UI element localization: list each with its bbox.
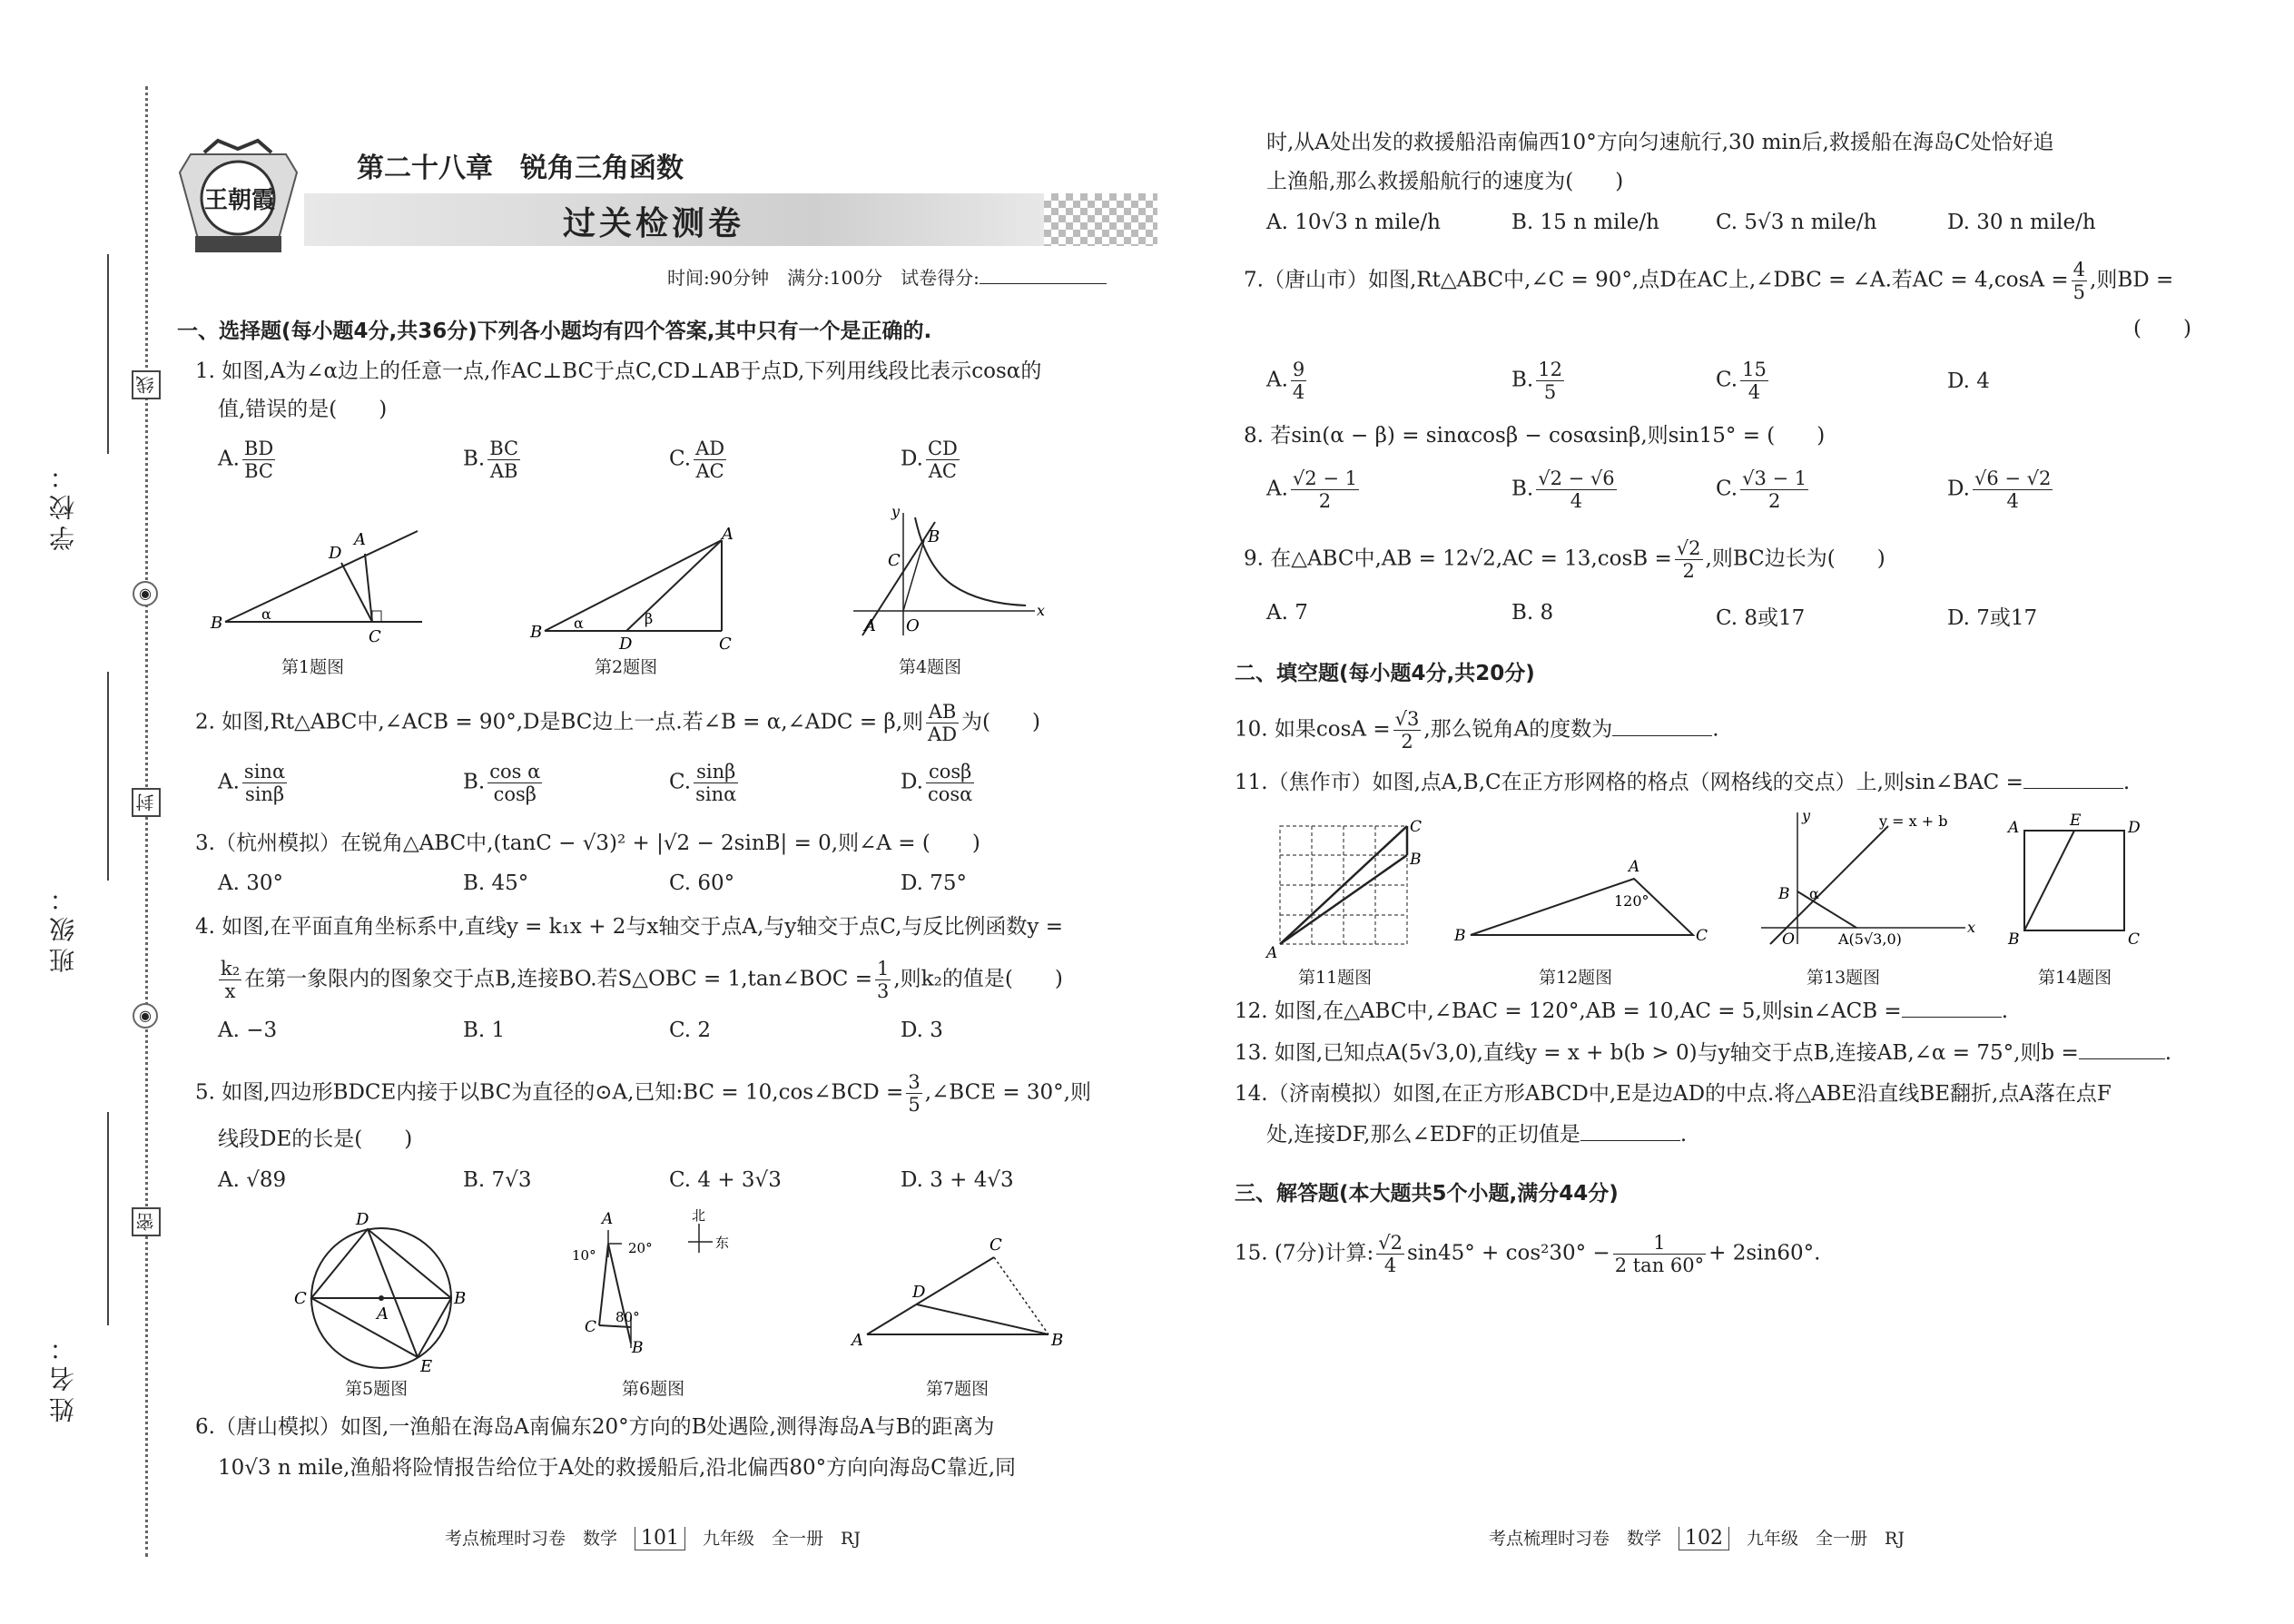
svg-text:D: D	[356, 1210, 369, 1229]
svg-text:B: B	[1410, 851, 1422, 869]
svg-text:C: C	[1410, 818, 1423, 836]
q7-stem: 7.（唐山市）如图,Rt△ABC中,∠C = 90°,点D在AC上,∠DBC = ∠A.若AC = 4,cosA = $\frac{4}{5}$ ,则BD =	[1244, 259, 2174, 303]
q6-option-c[interactable]: C. 5√3 n mile/h	[1716, 211, 1877, 234]
binding-char-xian: 线	[132, 370, 161, 399]
q8-stem: 8. 若sin(α − β) = sinαcosβ − cosαsinβ,则sin15° = ( )	[1244, 424, 1826, 448]
svg-text:B: B	[530, 623, 543, 642]
svg-text:O: O	[906, 616, 920, 635]
svg-text:D: D	[329, 544, 342, 563]
q5-line1: 5. 如图,四边形BDCE内接于以BC为直径的⊙A,已知:BC = 10,cos∠BCD = $\frac{3}{5}$ ,∠BCE = 30°,则	[195, 1071, 1091, 1116]
q14-line1: 14.（济南模拟）如图,在正方形ABCD中,E是边AD的中点.将△ABE沿直线BE翻折,点A落在点F	[1235, 1082, 2112, 1106]
svg-text:C: C	[585, 1318, 597, 1336]
q6-line3: 时,从A处出发的救援船沿南偏西10°方向匀速航行,30 min后,救援船在海岛C处恰好追	[1266, 131, 2054, 154]
svg-text:α: α	[1809, 885, 1819, 902]
q5-option-d[interactable]: D. 3 + 4√3	[901, 1168, 1014, 1192]
svg-text:A: A	[722, 525, 733, 544]
class-label: 班级：	[48, 881, 78, 973]
q2-option-d[interactable]: D. $\frac{\cos\beta}{\cos\alpha}$	[901, 761, 973, 805]
q6-option-b[interactable]: B. 15 n mile/h	[1511, 211, 1659, 234]
q3-stem: 3.（杭州模拟）在锐角△ABC中,(tanC − √3)² + |√2 − 2sinB| = 0,则∠A = ( )	[195, 832, 980, 855]
q12-stem: 12. 如图,在△ABC中,∠BAC = 120°,AB = 10,AC = 5,则sin∠ACB = .	[1235, 999, 2008, 1023]
svg-text:D: D	[619, 635, 633, 654]
svg-text:A(5√3,0): A(5√3,0)	[1838, 930, 1902, 948]
svg-text:β: β	[645, 610, 654, 627]
page-number-102: 102	[1679, 1527, 1729, 1550]
name-label: 姓名：	[48, 1330, 78, 1422]
q9-stem: 9. 在△ABC中,AB = 12√2,AC = 13,cosB = $\frac{√2}{2}$ ,则BC边长为( )	[1244, 537, 1885, 582]
figure-7	[844, 1230, 1080, 1357]
q9-option-a[interactable]: A. 7	[1266, 601, 1308, 625]
svg-text:y: y	[1802, 807, 1811, 824]
binding-circle-icon: ◉	[133, 1003, 158, 1029]
svg-text:120°: 120°	[1614, 892, 1649, 910]
figure-5	[290, 1212, 472, 1375]
q6-line1: 6.（唐山模拟）如图,一渔船在海岛A南偏东20°方向的B处遇险,测得海岛A与B的距离为	[195, 1415, 995, 1439]
figure-14-caption: 第14题图	[2038, 968, 2112, 988]
q4-option-d[interactable]: D. 3	[901, 1019, 943, 1042]
q4-option-b[interactable]: B. 1	[463, 1019, 506, 1042]
q2-option-a[interactable]: A. $\frac{\sin\alpha}{\sin\beta}$	[218, 761, 286, 805]
figure-4-caption: 第4题图	[899, 657, 962, 677]
q1-line1: 1. 如图,A为∠α边上的任意一点,作AC⊥BC于点C,CD⊥AB于点D,下列用线段比表示cosα的	[195, 359, 1042, 383]
binding-char-feng: 封	[132, 788, 161, 817]
q1-option-c[interactable]: C. $\frac{AD}{AC}$	[669, 438, 725, 482]
figure-1-caption: 第1题图	[281, 657, 345, 677]
q3-option-d[interactable]: D. 75°	[901, 871, 968, 895]
footer-left: 考点梳理时习卷 数学 101 九年级 全一册 RJ	[445, 1527, 861, 1550]
q7-option-d[interactable]: D. 4	[1947, 369, 1990, 393]
q13-blank[interactable]	[2079, 1058, 2165, 1059]
section-2-heading: 二、填空题(每小题4分,共20分)	[1235, 662, 1535, 685]
q14-blank[interactable]	[1580, 1140, 1680, 1141]
svg-text:C: C	[294, 1289, 307, 1308]
q8-option-a[interactable]: A. $\frac{√2 - 1}{2}$	[1266, 468, 1357, 512]
figure-11	[1266, 817, 1421, 962]
svg-text:y = x + b: y = x + b	[1879, 812, 1948, 830]
section-3-heading: 三、解答题(本大题共5个小题,满分44分)	[1235, 1182, 1619, 1206]
score-blank[interactable]	[980, 283, 1107, 284]
svg-text:B: B	[211, 614, 223, 633]
svg-text:东: 东	[715, 1235, 730, 1251]
exam-meta	[667, 263, 1107, 290]
svg-text:20°: 20°	[628, 1240, 653, 1256]
svg-text:北: 北	[692, 1207, 706, 1224]
svg-text:E: E	[420, 1357, 433, 1376]
svg-text:B: B	[454, 1289, 467, 1308]
binding-strip	[0, 0, 159, 1624]
svg-text:B: B	[1778, 885, 1790, 903]
figure-6	[572, 1207, 735, 1362]
svg-text:x: x	[1037, 602, 1046, 619]
q13-stem: 13. 如图,已知点A(5√3,0),直线y = x + b(b > 0)与y轴交于点B,连接AB,∠α = 75°,则b = .	[1235, 1041, 2172, 1065]
svg-text:A: A	[852, 1331, 863, 1350]
footer-right: 考点梳理时习卷 数学 102 九年级 全一册 RJ	[1489, 1527, 1905, 1550]
q12-blank[interactable]	[1902, 1017, 2002, 1018]
q4-option-a[interactable]: A. −3	[218, 1019, 278, 1042]
binding-dotted-line	[145, 86, 148, 1557]
q11-blank[interactable]	[2023, 788, 2123, 789]
svg-text:A: A	[2008, 819, 2020, 837]
exam-subtitle: 过关检测卷	[563, 205, 745, 242]
binding-char-mi: 密	[132, 1207, 161, 1236]
q10-stem: 10. 如果cosA = $\frac{√3}{2}$ ,那么锐角A的度数为 .	[1235, 708, 1719, 753]
svg-text:D: D	[912, 1283, 926, 1302]
q3-option-c[interactable]: C. 60°	[669, 871, 735, 895]
q14-line2: 处,连接DF,那么∠EDF的正切值是 .	[1266, 1123, 1688, 1147]
svg-text:C: C	[1696, 927, 1708, 945]
q4-option-c[interactable]: C. 2	[669, 1019, 712, 1042]
header-logo	[177, 136, 300, 259]
q9-option-c[interactable]: C. 8或17	[1716, 606, 1806, 630]
q4-line2: $\frac{\text{k₂}}{x}$ 在第一象限内的图象交于点B,连接BO.若S△OBC = 1,tan∠BOC = $\frac{1}{3}$ ,则k₂的值是( )	[221, 958, 1063, 1002]
figure-13	[1748, 808, 1974, 953]
svg-text:A: A	[864, 616, 876, 635]
q2-option-b[interactable]: B. $\frac{\text{cos α}}{\cos\beta}$	[463, 761, 541, 805]
q1-option-b[interactable]: B. $\frac{BC}{AB}$	[463, 438, 519, 482]
q6-option-d[interactable]: D. 30 n mile/h	[1947, 211, 2096, 234]
q6-line4: 上渔船,那么救援船航行的速度为( )	[1266, 170, 1624, 193]
section-1-heading: 一、选择题(每小题4分,共36分)下列各小题均有四个答案,其中只有一个是正确的.	[177, 320, 932, 343]
q15-stem: 15. (7分)计算: $\frac{√2}{4}$ sin45° + cos²30° − $\frac{1}{2 \tan 60^\circ}$ + 2sin60°.	[1235, 1232, 1821, 1276]
figure-2	[527, 525, 744, 654]
figure-2-caption: 第2题图	[595, 657, 658, 677]
svg-text:A: A	[602, 1210, 614, 1228]
q4-line1: 4. 如图,在平面直角坐标系中,直线y = k₁x + 2与x轴交于点A,与y轴交于点C,与反比例函数y =	[195, 915, 1063, 939]
figure-5-caption: 第5题图	[345, 1379, 409, 1399]
svg-text:E: E	[2070, 812, 2082, 830]
binding-circle-icon: ◉	[133, 581, 158, 606]
figure-4	[835, 504, 1053, 649]
q8-option-b[interactable]: B. $\frac{√2 - √6}{4}$	[1511, 468, 1615, 512]
svg-text:C: C	[888, 551, 901, 570]
figure-13-caption: 第13题图	[1807, 968, 1881, 988]
figure-7-caption: 第7题图	[926, 1379, 989, 1399]
q5-option-c[interactable]: C. 4 + 3√3	[669, 1168, 782, 1192]
name-line	[107, 1112, 109, 1325]
q1-option-d[interactable]: D. $\frac{CD}{AC}$	[901, 438, 958, 482]
q10-blank[interactable]	[1612, 735, 1712, 736]
q6-line2: 10√3 n mile,渔船将险情报告给位于A处的救援船后,沿北偏西80°方向向海岛C靠近,同	[218, 1456, 1017, 1480]
svg-text:B: B	[2008, 930, 2020, 949]
svg-text:x: x	[1967, 919, 1976, 936]
school-label: 学校：	[48, 458, 78, 551]
q7-option-c[interactable]: C. $\frac{15}{4}$	[1716, 359, 1767, 403]
svg-text:B: B	[1454, 927, 1466, 945]
svg-text:O: O	[1782, 930, 1795, 949]
figure-12	[1452, 853, 1716, 953]
q2-stem: 2. 如图,Rt△ABC中,∠ACB = 90°,D是BC边上一点.若∠B = α,∠ADC = β,则 $\frac{AB}{AD}$ 为( )	[195, 701, 1040, 745]
svg-text:B: B	[632, 1339, 644, 1357]
chapter-title: 第二十八章 锐角三角函数	[357, 153, 684, 184]
figure-1	[209, 517, 427, 645]
svg-text:A: A	[377, 1304, 389, 1324]
svg-text:80°: 80°	[615, 1309, 640, 1325]
q3-option-b[interactable]: B. 45°	[463, 871, 529, 895]
q7-answer-paren[interactable]: ( )	[2133, 317, 2191, 340]
q2-option-c[interactable]: C. $\frac{\sin\beta}{\sin\alpha}$	[669, 761, 737, 805]
q1-option-a[interactable]: A. $\frac{BD}{BC}$	[218, 438, 274, 482]
figure-12-caption: 第12题图	[1539, 968, 1613, 988]
q9-option-b[interactable]: B. 8	[1511, 601, 1554, 625]
svg-text:A: A	[354, 530, 366, 549]
svg-text:C: C	[2128, 930, 2141, 949]
svg-text:C: C	[719, 635, 732, 654]
svg-text:B: B	[928, 527, 940, 546]
svg-text:D: D	[2128, 819, 2141, 837]
checker-pattern	[1044, 193, 1157, 246]
page-number-101: 101	[635, 1527, 685, 1550]
svg-text:A: A	[1629, 858, 1640, 876]
q1-line2: 值,错误的是( )	[218, 398, 388, 421]
class-line	[107, 672, 109, 881]
svg-text:C: C	[369, 627, 381, 646]
figure-14	[2006, 812, 2142, 949]
q7-option-b[interactable]: B. $\frac{12}{5}$	[1511, 359, 1562, 403]
q5-option-b[interactable]: B. 7√3	[463, 1168, 532, 1192]
q3-option-a[interactable]: A. 30°	[218, 871, 283, 895]
svg-text:y: y	[891, 503, 901, 520]
svg-text:C: C	[989, 1235, 1002, 1255]
q5-option-a[interactable]: A. √89	[218, 1168, 287, 1192]
svg-text:α: α	[261, 605, 271, 623]
svg-text:α: α	[574, 615, 584, 632]
svg-text:A: A	[1266, 944, 1278, 962]
svg-text:10°: 10°	[572, 1247, 596, 1264]
q5-line2: 线段DE的长是( )	[218, 1127, 413, 1151]
q9-option-d[interactable]: D. 7或17	[1947, 606, 2038, 630]
meta-text: 时间:90分钟 满分:100分 试卷得分:	[667, 267, 980, 289]
figure-11-caption: 第11题图	[1298, 968, 1373, 988]
q8-option-d[interactable]: D. $\frac{√6 - √2}{4}$	[1947, 468, 2052, 512]
q6-option-a[interactable]: A. 10√3 n mile/h	[1266, 211, 1441, 234]
q8-option-c[interactable]: C. $\frac{√3 - 1}{2}$	[1716, 468, 1807, 512]
school-line	[107, 254, 109, 454]
q11-stem: 11.（焦作市）如图,点A,B,C在正方形网格的格点（网格线的交点）上,则sin∠BAC = .	[1235, 771, 2131, 794]
figure-6-caption: 第6题图	[622, 1379, 685, 1399]
q7-option-a[interactable]: A. $\frac{9}{4}$	[1266, 359, 1305, 403]
svg-text:B: B	[1051, 1331, 1064, 1350]
logo-text: 王朝霞	[204, 187, 276, 214]
